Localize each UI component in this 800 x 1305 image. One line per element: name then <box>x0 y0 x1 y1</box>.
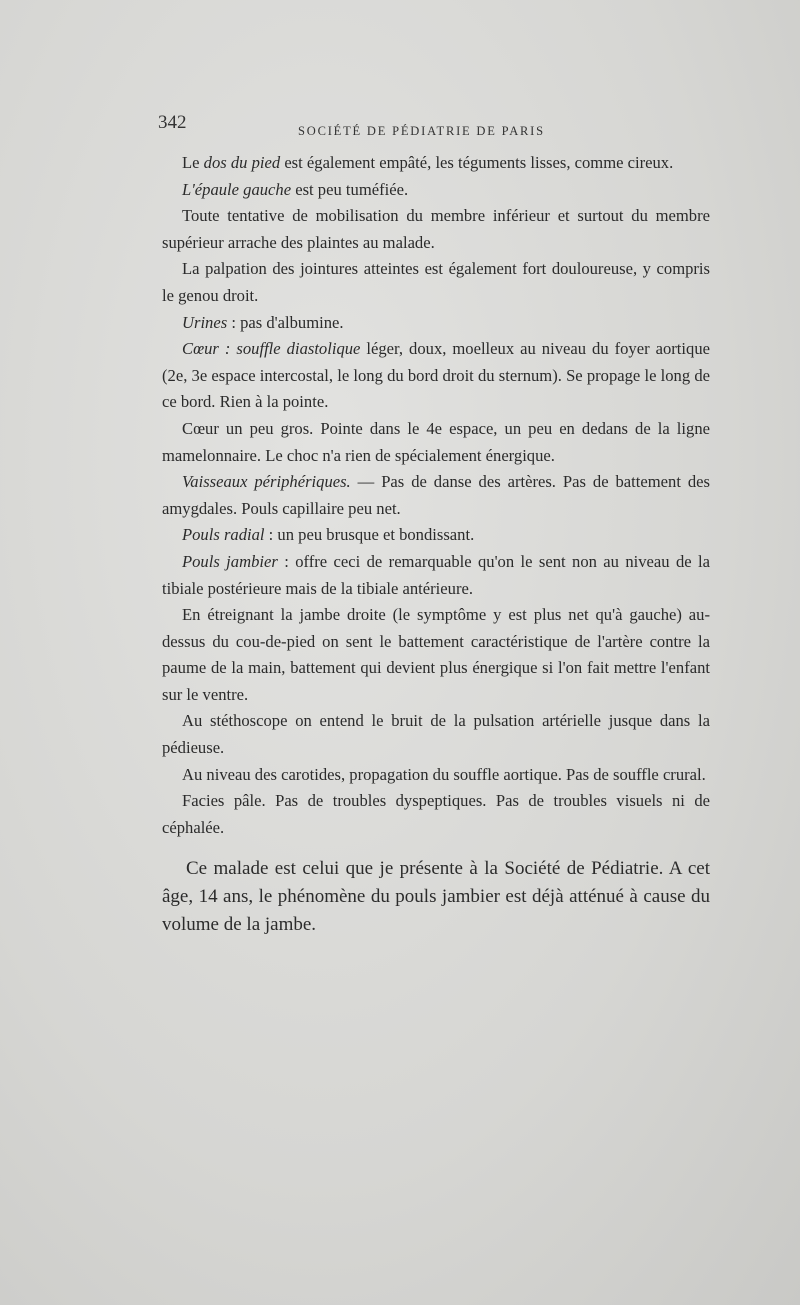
paragraph: Facies pâle. Pas de troubles dyspeptiques. Pas de troubles visuels ni de céphalée. <box>162 791 710 837</box>
paragraph: Urines : pas d'albumine. <box>182 312 344 332</box>
closing-text: Ce malade est celui que je présente à la Société de Pédiatrie. A cet âge, 14 ans, le phénomène du pouls jambier est déjà atténué à cause du volume de la jambe. <box>162 858 710 936</box>
paragraph: Pouls jambier : offre ceci de remarquable qu'on le sent non au niveau de la tibiale postérieure mais de la tibiale antérieure. <box>162 551 710 598</box>
paragraph: En étreignant la jambe droite (le symptôme y est plus net qu'à gauche) au-dessus du cou-de-pied on sent le battement caractéristique de l'artère contre la paume de la main, battement qui devient plus énergique si l'on fait mettre l'enfant sur le ventre. <box>162 605 710 704</box>
paragraph: Pouls radial : un peu brusque et bondissant. <box>182 525 475 545</box>
paragraph: Toute tentative de mobilisation du membre inférieur et surtout du membre supérieur arrache des plaintes au malade. <box>162 206 710 252</box>
page-number: 342 <box>158 112 187 133</box>
paragraph: Le dos du pied est également empâté, les téguments lisses, comme cireux. <box>182 153 674 172</box>
paragraph: Cœur un peu gros. Pointe dans le 4e espace, un peu en dedans de la ligne mamelonnaire. Le choc n'a rien de spécialement énergique. <box>162 418 710 465</box>
running-title: SOCIÉTÉ DE PÉDIATRIE DE PARIS <box>298 124 545 138</box>
paragraph: La palpation des jointures atteintes est également fort douloureuse, y compris le genou droit. <box>162 259 710 305</box>
paragraph: Cœur : souffle diastolique léger, doux, moelleux au niveau du foyer aortique (2e, 3e espace intercostal, le long du bord droit du sternum). Se propage le long de ce bord. Rien à la pointe. <box>162 339 710 412</box>
paragraph: Au stéthoscope on entend le bruit de la pulsation artérielle jusque dans la pédieuse. <box>162 711 710 758</box>
paragraph: L'épaule gauche est peu tuméfiée. <box>182 179 409 199</box>
paragraph: Vaisseaux périphériques. — Pas de danse des artères. Pas de battement des amygdales. Pouls capillaire peu net. <box>162 472 710 518</box>
body-text <box>162 150 710 841</box>
page-header <box>158 112 710 150</box>
document-page <box>158 112 710 939</box>
paragraph: Au niveau des carotides, propagation du souffle aortique. Pas de souffle crural. <box>182 764 706 784</box>
closing-paragraph <box>162 855 710 939</box>
